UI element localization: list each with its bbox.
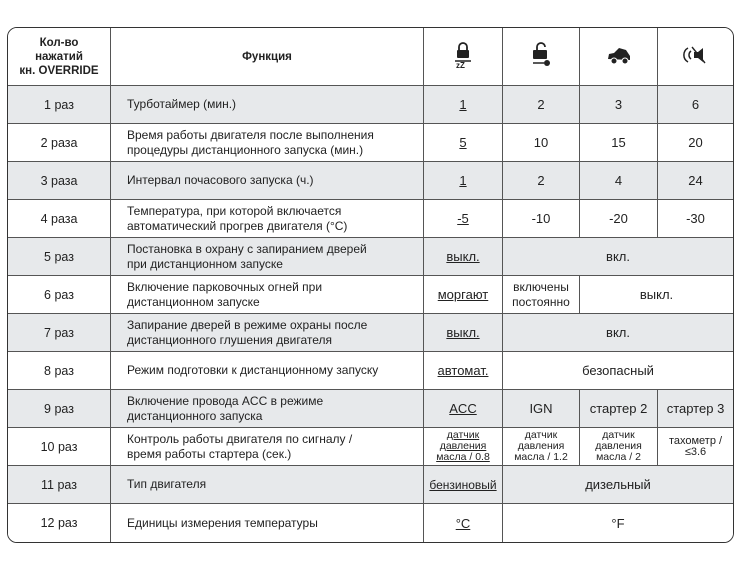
option-4-header xyxy=(658,28,733,86)
press-count: 10 раз xyxy=(8,428,111,466)
table-row xyxy=(8,466,733,504)
option-value: 15 xyxy=(580,124,658,162)
option-value: 6 xyxy=(658,86,733,124)
car-icon xyxy=(606,44,632,66)
option-value: 20 xyxy=(658,124,733,162)
option-value: -30 xyxy=(658,200,733,238)
press-count: 8 раз xyxy=(8,352,111,390)
option-value: 2 xyxy=(503,162,580,200)
function-line: Единицы измерения температуры xyxy=(127,515,318,530)
option-value: -10 xyxy=(503,200,580,238)
press-count: 9 раз xyxy=(8,390,111,428)
function-line: дистанционного глушения двигателя xyxy=(127,332,332,347)
lock-sleep-icon xyxy=(452,41,474,69)
function-text xyxy=(111,466,424,504)
function-line: Тип двигателя xyxy=(127,477,207,491)
option-value: тахометр / ≤3.6 xyxy=(658,428,733,466)
function-text xyxy=(111,238,424,276)
default-value xyxy=(424,390,503,428)
default-value-text: выкл. xyxy=(446,325,480,340)
function-line: Температура, при которой включается xyxy=(127,203,342,218)
option-value: дизельный xyxy=(503,466,733,504)
option-value: включены постоянно xyxy=(503,276,580,314)
function-line: Режим подготовки к дистанционному запуску xyxy=(127,363,379,377)
table-row xyxy=(8,162,733,200)
press-count: 6 раз xyxy=(8,276,111,314)
option-value: -20 xyxy=(580,200,658,238)
count-header-line: Кол-во xyxy=(39,36,79,49)
press-count: 11 раз xyxy=(8,466,111,504)
table-header-row xyxy=(8,28,733,86)
option-value: безопасный xyxy=(503,352,733,390)
function-text xyxy=(111,276,424,314)
default-value xyxy=(424,124,503,162)
default-column-header xyxy=(424,28,503,86)
default-value xyxy=(424,200,503,238)
function-line: Турботаймер (мин.) xyxy=(127,97,237,111)
option-value: вкл. xyxy=(503,314,733,352)
option-value: вкл. xyxy=(503,238,733,276)
default-value-text: автомат. xyxy=(437,363,489,378)
function-line: процедуры дистанционного запуска (мин.) xyxy=(127,142,364,157)
count-header-line: нажатий xyxy=(35,50,83,63)
function-text xyxy=(111,124,424,162)
default-value xyxy=(424,86,503,124)
default-value xyxy=(424,314,503,352)
press-count: 7 раз xyxy=(8,314,111,352)
default-value xyxy=(424,504,503,542)
option-value: стартер 2 xyxy=(580,390,658,428)
table-row xyxy=(8,276,733,314)
count-header-line: кн. OVERRIDE xyxy=(19,64,99,77)
function-text xyxy=(111,86,424,124)
default-value xyxy=(424,276,503,314)
function-line: время работы стартера (сек.) xyxy=(127,446,292,461)
table-row xyxy=(8,390,733,428)
option-value: 10 xyxy=(503,124,580,162)
option-value: 24 xyxy=(658,162,733,200)
table-row xyxy=(8,504,733,542)
function-line: автоматический прогрев двигателя (°C) xyxy=(127,218,348,233)
option-value: °F xyxy=(503,504,733,542)
default-value-text: 1 xyxy=(459,173,467,188)
function-line: дистанционного запуска xyxy=(127,408,263,423)
table-row xyxy=(8,428,733,466)
option-value: стартер 3 xyxy=(658,390,733,428)
function-text xyxy=(111,352,424,390)
press-count: 12 раз xyxy=(8,504,111,542)
function-text xyxy=(111,428,424,466)
press-count: 5 раз xyxy=(8,238,111,276)
press-count: 4 раза xyxy=(8,200,111,238)
table-row xyxy=(8,238,733,276)
default-value xyxy=(424,352,503,390)
press-count: 1 раз xyxy=(8,86,111,124)
function-line: Контроль работы двигателя по сигналу / xyxy=(127,431,353,446)
default-value-text: 5 xyxy=(459,135,467,150)
option-3-header xyxy=(580,28,658,86)
override-settings-table xyxy=(7,27,734,543)
default-value xyxy=(424,162,503,200)
option-2-header xyxy=(503,28,580,86)
default-value xyxy=(424,466,503,504)
speaker-icon xyxy=(683,44,709,66)
default-value-text: выкл. xyxy=(446,249,480,264)
option-value: IGN xyxy=(503,390,580,428)
option-value: 4 xyxy=(580,162,658,200)
option-value: датчик давления масла / 2 xyxy=(580,428,658,466)
function-line: Время работы двигателя после выполнения xyxy=(127,127,374,142)
function-line: Постановка в охрану с запиранием дверей xyxy=(127,241,367,256)
default-value-text: -5 xyxy=(457,211,469,226)
press-count: 2 раза xyxy=(8,124,111,162)
table-row xyxy=(8,200,733,238)
default-value-text: 1 xyxy=(459,97,467,112)
default-value-text: моргают xyxy=(437,287,489,302)
option-value: 2 xyxy=(503,86,580,124)
function-line: Интервал почасового запуска (ч.) xyxy=(127,173,314,187)
function-line: Включение провода ACC в режиме xyxy=(127,393,324,408)
count-header xyxy=(8,28,111,86)
default-value-text: бензиновый xyxy=(429,477,497,492)
default-value-text: датчик давления масла / 0.8 xyxy=(436,429,490,463)
function-text xyxy=(111,200,424,238)
function-header: Функция xyxy=(111,28,424,86)
function-text xyxy=(111,504,424,542)
table-row xyxy=(8,352,733,390)
lock-key-icon xyxy=(529,41,553,69)
function-text xyxy=(111,162,424,200)
option-value: датчик давления масла / 1.2 xyxy=(503,428,580,466)
settings-table-wrapper xyxy=(7,27,734,543)
function-text xyxy=(111,390,424,428)
function-line: при дистанционном запуске xyxy=(127,256,283,271)
default-value xyxy=(424,428,503,466)
table-row xyxy=(8,314,733,352)
function-line: Запирание дверей в режиме охраны после xyxy=(127,317,368,332)
option-value: 3 xyxy=(580,86,658,124)
default-value xyxy=(424,238,503,276)
function-text xyxy=(111,314,424,352)
table-row xyxy=(8,124,733,162)
default-value-text: ACC xyxy=(449,401,477,416)
press-count: 3 раза xyxy=(8,162,111,200)
table-row xyxy=(8,86,733,124)
default-value-text: °C xyxy=(455,515,471,531)
function-line: дистанционном запуске xyxy=(127,294,260,309)
svg-text:zZ: zZ xyxy=(456,61,465,69)
function-line: Включение парковочных огней при xyxy=(127,279,323,294)
option-value: выкл. xyxy=(580,276,733,314)
